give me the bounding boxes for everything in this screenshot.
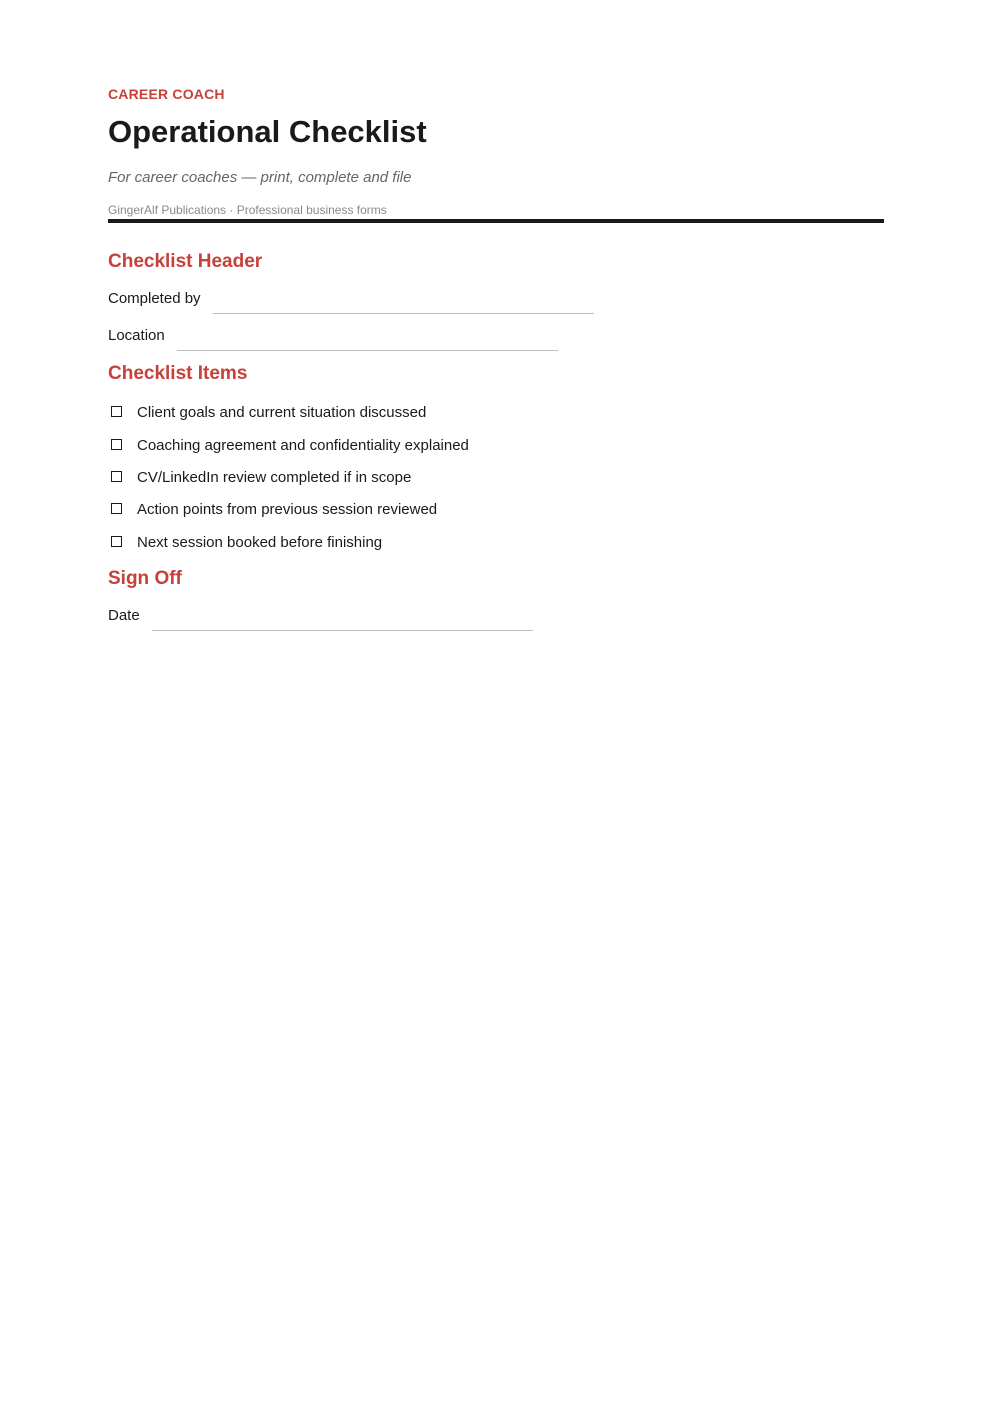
page-subtitle: For career coaches — print, complete and file — [108, 169, 412, 186]
checklist-item-label: Action points from previous session reviewed — [137, 501, 438, 518]
header-divider — [108, 219, 884, 223]
checklist-item[interactable] — [108, 469, 411, 487]
checklist-item[interactable] — [108, 501, 437, 519]
date-label: Date — [108, 607, 140, 624]
location-field — [108, 327, 558, 345]
section-heading-checklist-items: Checklist Items — [108, 363, 248, 384]
checkbox[interactable] — [111, 471, 122, 482]
completed-by-input-line[interactable] — [213, 313, 594, 314]
checklist-item[interactable] — [108, 404, 426, 422]
checklist-item[interactable] — [108, 534, 382, 552]
checklist-item-label: CV/LinkedIn review completed if in scope — [137, 469, 412, 486]
date-field — [108, 607, 533, 625]
checklist-item-label: Next session booked before finishing — [137, 534, 383, 551]
checkbox[interactable] — [111, 503, 122, 514]
location-input-line[interactable] — [177, 350, 558, 351]
completed-by-field — [108, 290, 594, 308]
location-label: Location — [108, 327, 165, 344]
section-heading-checklist-header: Checklist Header — [108, 251, 263, 272]
checkbox[interactable] — [111, 439, 122, 450]
checklist-item[interactable] — [108, 437, 469, 455]
checklist-item-label: Client goals and current situation discussed — [137, 404, 427, 421]
form-category: CAREER COACH — [108, 86, 225, 102]
checkbox[interactable] — [111, 536, 122, 547]
page-title: Operational Checklist — [108, 114, 427, 149]
checkbox[interactable] — [111, 406, 122, 417]
checklist-item-label: Coaching agreement and confidentiality explained — [137, 437, 469, 454]
publisher-line: GingerAlf Publications · Professional business forms — [108, 203, 387, 217]
section-heading-sign-off: Sign Off — [108, 568, 182, 589]
completed-by-label: Completed by — [108, 290, 201, 307]
date-input-line[interactable] — [152, 630, 533, 631]
